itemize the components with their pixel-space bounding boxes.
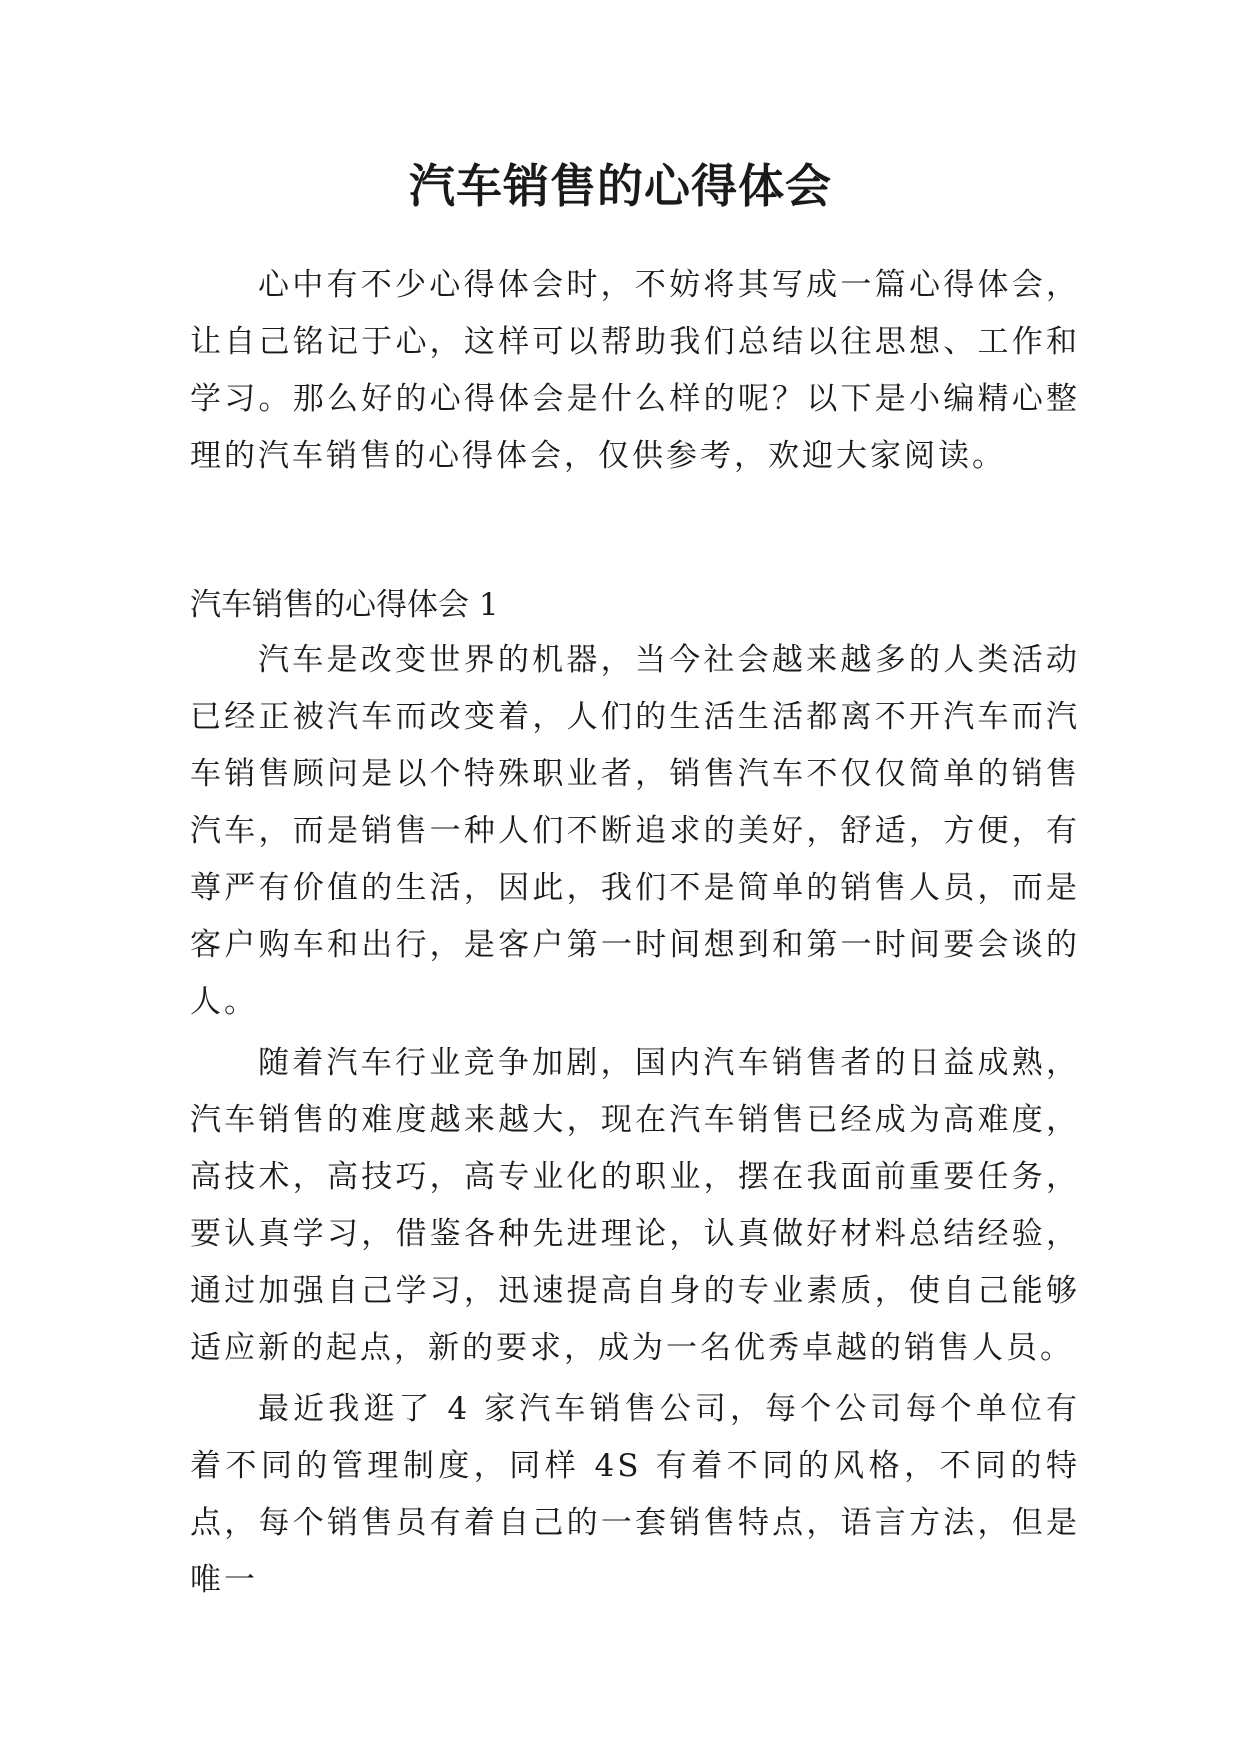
intro-paragraph: 心中有不少心得体会时，不妨将其写成一篇心得体会，让自己铭记于心，这样可以帮助我们总结以往思想、工作和学习。那么好的心得体会是什么样的呢？以下是小编精心整理的汽车销售的心得体会，仅供参考，欢迎大家阅读。	[190, 267, 1080, 474]
body-paragraph: 汽车是改变世界的机器，当今社会越来越多的人类活动已经正被汽车而改变着，人们的生活生活都离不开汽车而汽车销售顾问是以个特殊职业者，销售汽车不仅仅简单的销售汽车，而是销售一种人们不断追求的美好，舒适，方便，有尊严有价值的生活，因此，我们不是简单的销售人员，而是客户购车和出行，是客户第一时间想到和第一时间要会谈的人。	[190, 642, 1080, 1020]
body-paragraph: 最近我逛了 4 家汽车销售公司，每个公司每个单位有着不同的管理制度，同样 4S 有着不同的风格，不同的特点，每个销售员有着自己的一套销售特点，语言方法，但是唯一	[190, 1391, 1080, 1598]
section-heading: 汽车销售的心得体会 1	[190, 587, 499, 623]
body-paragraph: 随着汽车行业竞争加剧，国内汽车销售者的日益成熟，汽车销售的难度越来越大，现在汽车销售已经成为高难度，高技术，高技巧，高专业化的职业，摆在我面前重要任务，要认真学习，借鉴各种先进理论，认真做好材料总结经验，通过加强自己学习，迅速提高自身的专业素质，使自己能够适应新的起点，新的要求，成为一名优秀卓越的销售人员。	[190, 1045, 1080, 1366]
document-title: 汽车销售的心得体会	[409, 159, 832, 213]
